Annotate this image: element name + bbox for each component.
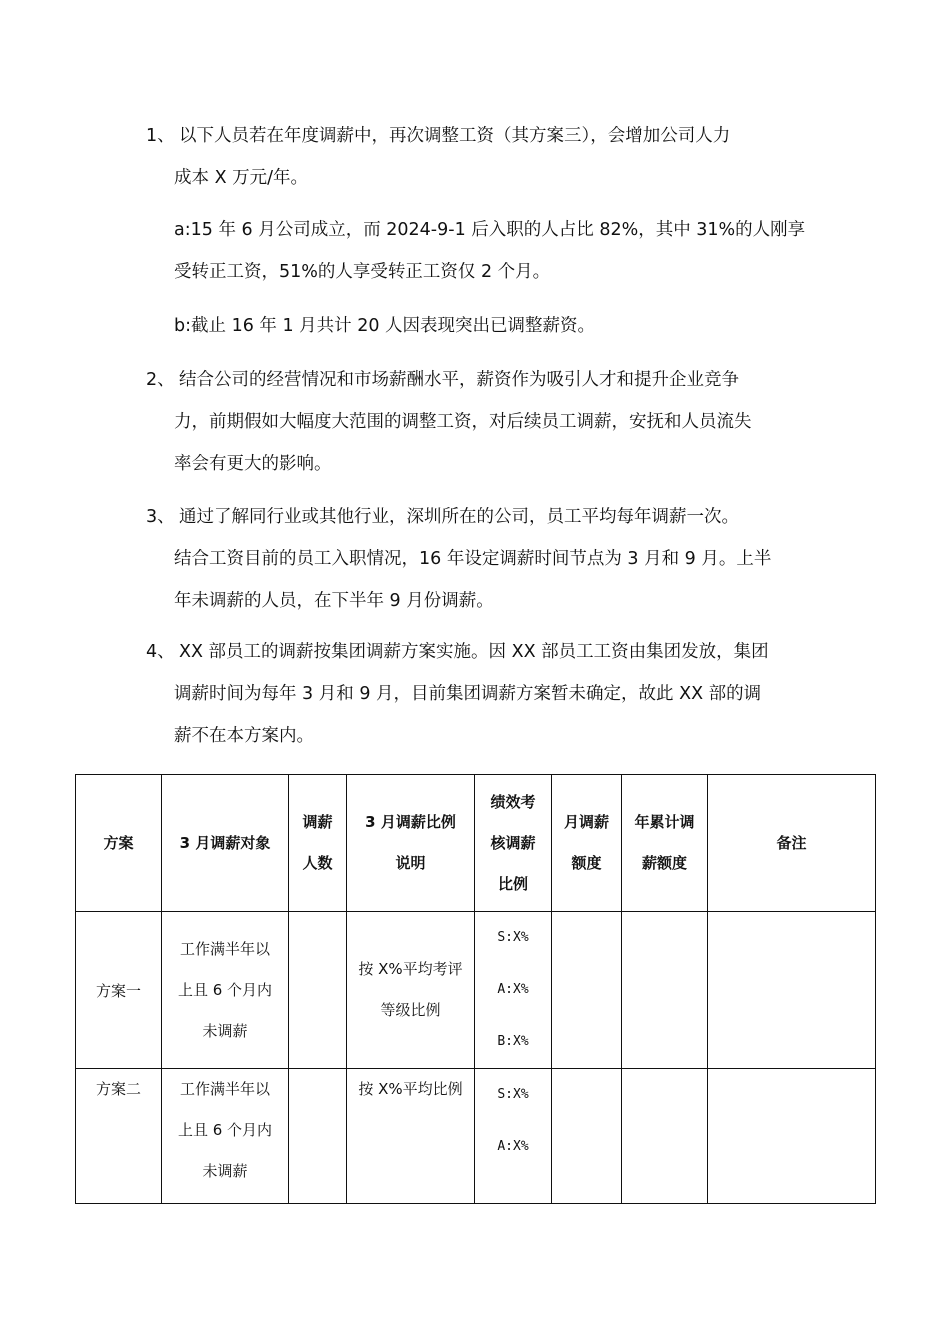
- cell-count: [289, 1069, 347, 1204]
- cell-plan: 方案一: [76, 912, 162, 1069]
- cell-annual: [622, 1069, 708, 1204]
- table-row: [76, 912, 876, 1069]
- table-row: [76, 1069, 876, 1204]
- cell-line: 按 X%平均比例: [358, 1080, 463, 1098]
- list-number: 4、: [146, 642, 175, 662]
- cell-ratio: [347, 912, 475, 1069]
- paragraph-line: b:截止 16 年 1 月共计 20 人因表现突出已调整薪资。: [174, 316, 596, 336]
- header-line: 月调薪: [563, 813, 609, 831]
- cell-line: A:X%: [497, 982, 529, 997]
- salary-plan-table: [75, 774, 876, 1204]
- header-line: 3 月调薪比例: [365, 813, 456, 831]
- cell-ratio: [347, 1069, 475, 1204]
- header-line: 绩效考: [490, 792, 536, 811]
- header-plan: 方案: [76, 775, 162, 912]
- cell-line: 方案二: [95, 1080, 141, 1098]
- list-number: 3、: [146, 507, 175, 527]
- cell-line: S:X%: [497, 1087, 529, 1102]
- cell-line: 未调薪: [202, 1162, 248, 1180]
- table-header-row: [76, 775, 876, 912]
- cell-line: 未调薪: [202, 1021, 248, 1040]
- cell-line: 工作满半年以: [179, 939, 270, 958]
- header-line: 核调薪: [490, 833, 536, 852]
- list-number: 2、: [146, 370, 175, 390]
- sub-item-a: [174, 209, 814, 293]
- cell-plan: [76, 1069, 162, 1204]
- header-remark: 备注: [708, 775, 876, 912]
- cell-remark: [708, 1069, 876, 1204]
- header-monthly: [552, 775, 622, 912]
- header-line: 比例: [497, 874, 528, 893]
- cell-monthly: [552, 912, 622, 1069]
- paragraph-line: 结合工资目前的员工入职情况，16 年设定调薪时间节点为 3 月和 9 月。上半: [174, 549, 772, 569]
- paragraph-line: a:15 年 6 月公司成立，而 2024-9-1 后入职的人占比 82%，其中 31%的人刚享: [174, 220, 806, 240]
- header-line: 说明: [395, 854, 426, 872]
- header-line: 薪额度: [641, 854, 687, 872]
- cell-line: 等级比例: [380, 1001, 441, 1019]
- cell-line: 上且 6 个月内: [177, 1121, 273, 1139]
- cell-perf: [475, 1069, 552, 1204]
- cell-line: 上且 6 个月内: [177, 980, 273, 999]
- paragraph-line: 薪不在本方案内。: [174, 726, 314, 746]
- cell-monthly: [552, 1069, 622, 1204]
- header-line: 人数: [302, 854, 333, 872]
- sub-item-b: [174, 305, 814, 347]
- cell-line: S:X%: [497, 930, 529, 945]
- header-perf: [475, 775, 552, 912]
- header-count: [289, 775, 347, 912]
- cell-annual: [622, 912, 708, 1069]
- paragraph-line: 受转正工资，51%的人享受转正工资仅 2 个月。: [174, 262, 551, 282]
- paragraph-line: 率会有更大的影响。: [174, 454, 332, 474]
- paragraph-line: 结合公司的经营情况和市场薪酬水平，薪资作为吸引人才和提升企业竞争: [179, 370, 739, 390]
- cell-perf: [475, 912, 552, 1069]
- cell-remark: [708, 912, 876, 1069]
- paragraph-line: 以下人员若在年度调薪中，再次调整工资（其方案三），会增加公司人力: [179, 126, 731, 146]
- paragraph-line: 通过了解同行业或其他行业，深圳所在的公司，员工平均每年调薪一次。: [179, 507, 739, 527]
- paragraph-line: 成本 X 万元/年。: [174, 168, 309, 188]
- cell-line: 按 X%平均考评: [358, 960, 463, 978]
- header-line: 年累计调: [634, 813, 695, 831]
- header-line: 调薪: [302, 813, 333, 831]
- cell-count: [289, 912, 347, 1069]
- header-ratio: [347, 775, 475, 912]
- paragraph-line: 力，前期假如大幅度大范围的调整工资，对后续员工调薪，安抚和人员流失: [174, 412, 752, 432]
- cell-line: B:X%: [497, 1034, 529, 1049]
- header-line: 额度: [571, 854, 602, 872]
- cell-line: A:X%: [497, 1139, 529, 1154]
- cell-target: [162, 1069, 289, 1204]
- paragraph-line: XX 部员工的调薪按集团调薪方案实施。因 XX 部员工工资由集团发放，集团: [179, 642, 769, 662]
- header-annual: [622, 775, 708, 912]
- cell-line: 工作满半年以: [179, 1080, 270, 1098]
- paragraph-line: 年未调薪的人员，在下半年 9 月份调薪。: [174, 591, 494, 611]
- paragraph-line: 调薪时间为每年 3 月和 9 月，目前集团调薪方案暂未确定，故此 XX 部的调: [174, 684, 762, 704]
- cell-target: [162, 912, 289, 1069]
- header-target: 3 月调薪对象: [162, 775, 289, 912]
- list-number: 1、: [146, 126, 175, 146]
